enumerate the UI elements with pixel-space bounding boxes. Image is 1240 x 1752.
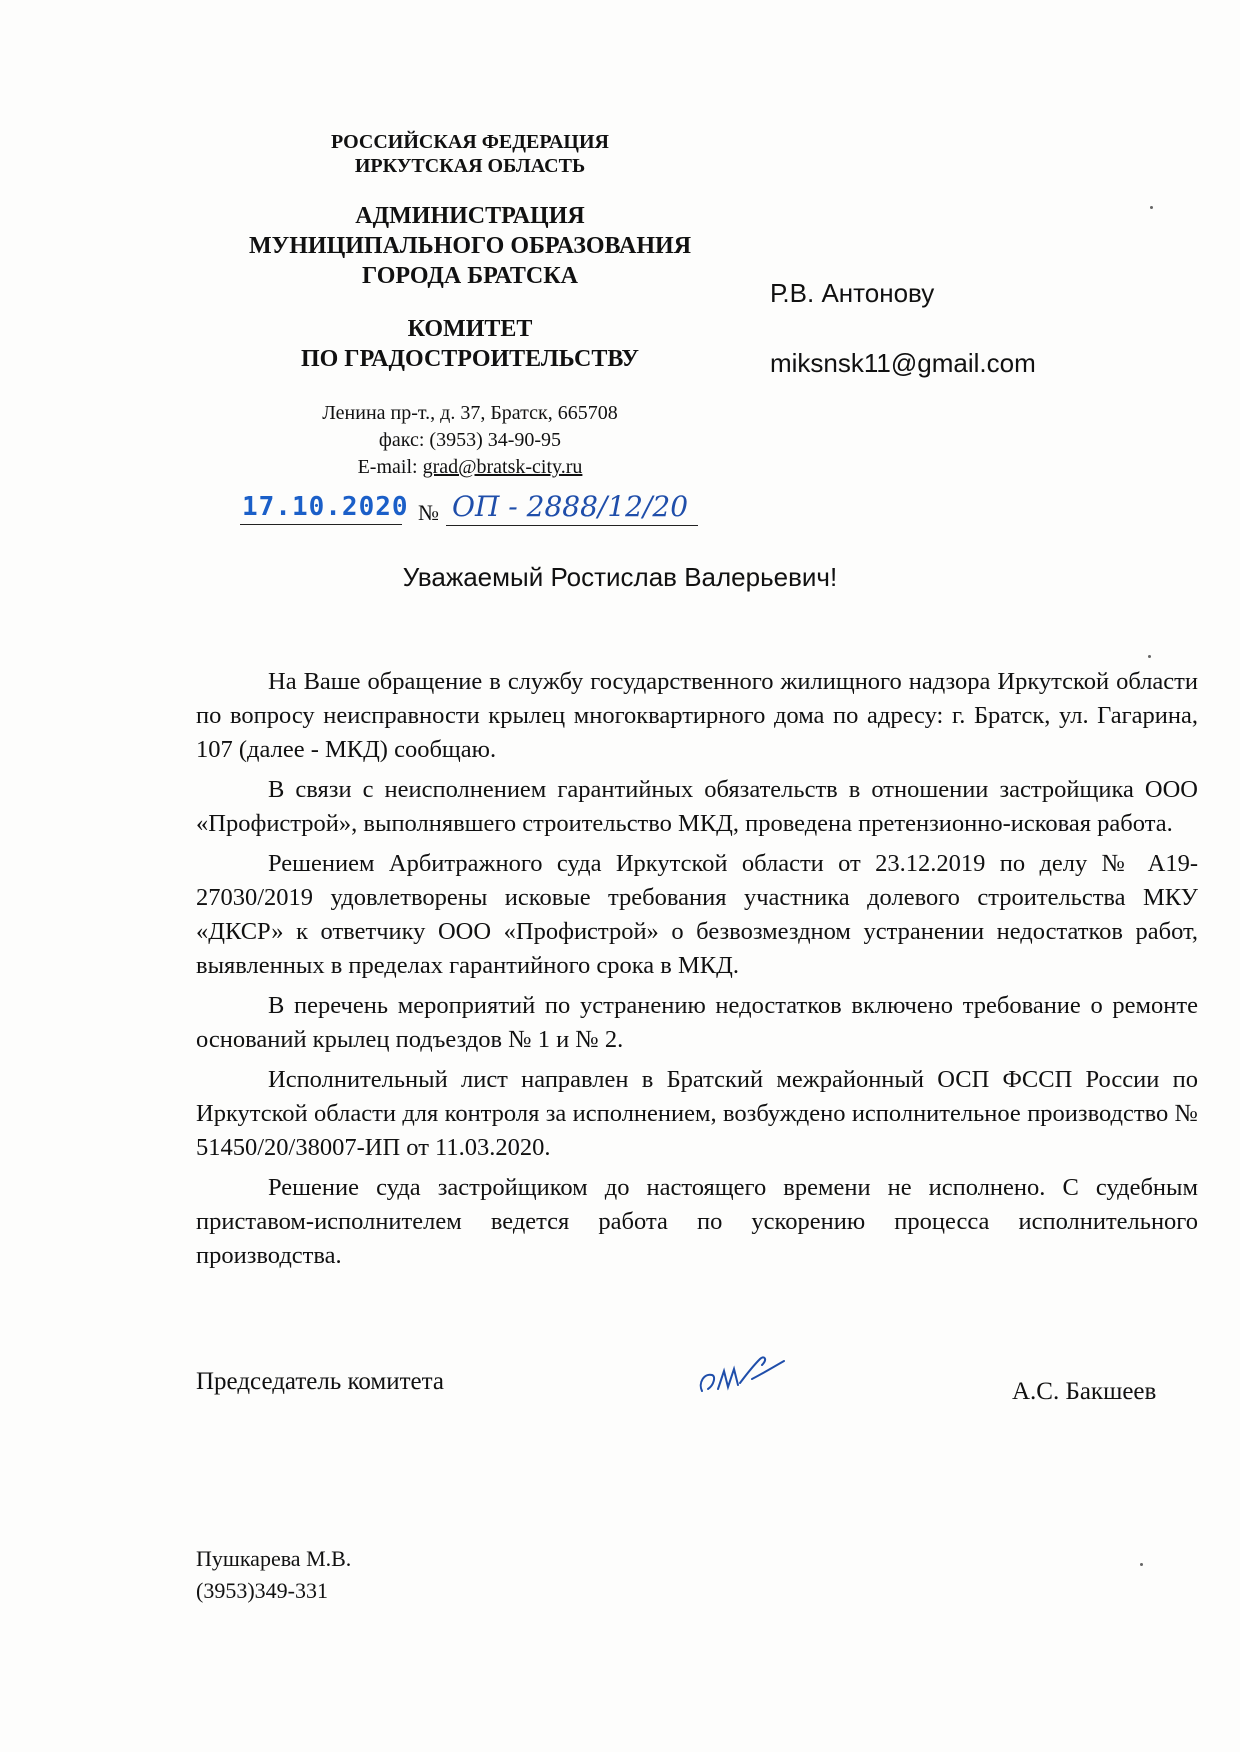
body-paragraph-2: В связи с неисполнением гарантийных обязательств в отношении застройщика ООО «Профистрой», выполнявшего строительство МКД, проведена претензионно-исковая работа. [196, 776, 1198, 837]
executor-info [196, 1543, 351, 1607]
header-email-link[interactable]: grad@bratsk-city.ru [422, 456, 583, 478]
recipient-email[interactable]: miksnsk11@gmail.com [770, 348, 1036, 378]
header-admin-line-1: АДМИНИСТРАЦИЯ [355, 203, 585, 229]
body-paragraph-4: В перечень мероприятий по устранению недостатков включено требование о ремонте оснований крылец подъездов № 1 и № 2. [196, 992, 1198, 1053]
header-region-line: ИРКУТСКАЯ ОБЛАСТЬ [354, 155, 586, 177]
registration-date: 17.10.2020 [240, 492, 402, 525]
handwritten-signature-mark [694, 1345, 794, 1405]
scan-speck [1148, 655, 1151, 658]
header-country-line: РОССИЙСКАЯ ФЕДЕРАЦИЯ [330, 131, 609, 153]
letter-body [196, 665, 1198, 1279]
body-paragraph-1: На Ваше обращение в службу государственного жилищного надзора Иркутской области по вопросу неисправности крылец многоквартирного дома по адресу: г. Братск, ул. Гагарина, 107 (далее - МКД) сообщаю. [196, 668, 1198, 763]
header-email-label: E-mail: [357, 456, 423, 478]
signature-title: Председатель комитета [196, 1368, 444, 1395]
scan-speck [1150, 206, 1153, 209]
header-committee-line-1: КОМИТЕТ [407, 316, 533, 342]
recipient-name: Р.В. Антонову [770, 278, 935, 308]
body-paragraph-5: Исполнительный лист направлен в Братский межрайонный ОСП ФССП России по Иркутской области для контроля за исполнением, возбуждено исполнительное производство № 51450/20/38007-ИП от 11.03.2020. [196, 1066, 1198, 1161]
header-fax: факс: (3953) 34-90-95 [378, 429, 562, 451]
registration-number-sign: № [418, 500, 439, 525]
scan-speck [1140, 1563, 1143, 1566]
body-paragraph-6: Решение суда застройщиком до настоящего времени не исполнено. С судебным приставом-исполнителем ведется работа по ускорению процесса исполнительного производства. [196, 1174, 1198, 1269]
header-email-line [230, 454, 710, 481]
header-country [230, 130, 710, 178]
header-administration [230, 202, 710, 291]
greeting: Уважаемый Ростислав Валерьевич! [402, 562, 838, 592]
executor-name: Пушкарева М.В. [196, 1546, 352, 1571]
header-address: Ленина пр-т., д. 37, Братск, 665708 [322, 402, 618, 424]
signature-name: А.С. Бакшеев [1012, 1378, 1157, 1405]
registration-number: ОП - 2888/12/20 [446, 490, 698, 526]
body-paragraph-3: Решением Арбитражного суда Иркутской области от 23.12.2019 по делу № А19-27030/2019 удовлетворены исковые требования участника долевого строительства МКУ «ДКСР» к ответчику ООО «Профистрой» о безвозмездном устранении недостатков работ, выявленных в пределах гарантийного срока в МКД. [196, 850, 1198, 979]
executor-phone: (3953)349-331 [196, 1577, 328, 1603]
header-admin-line-2: МУНИЦИПАЛЬНОГО ОБРАЗОВАНИЯ [248, 232, 692, 259]
registration-stamp [240, 492, 700, 532]
header-admin-line-3: ГОРОДА БРАТСКА [362, 262, 578, 289]
header-contacts [230, 400, 710, 481]
header-committee-line-2: ПО ГРАДОСТРОИТЕЛЬСТВУ [300, 345, 640, 372]
header-committee [230, 315, 710, 375]
